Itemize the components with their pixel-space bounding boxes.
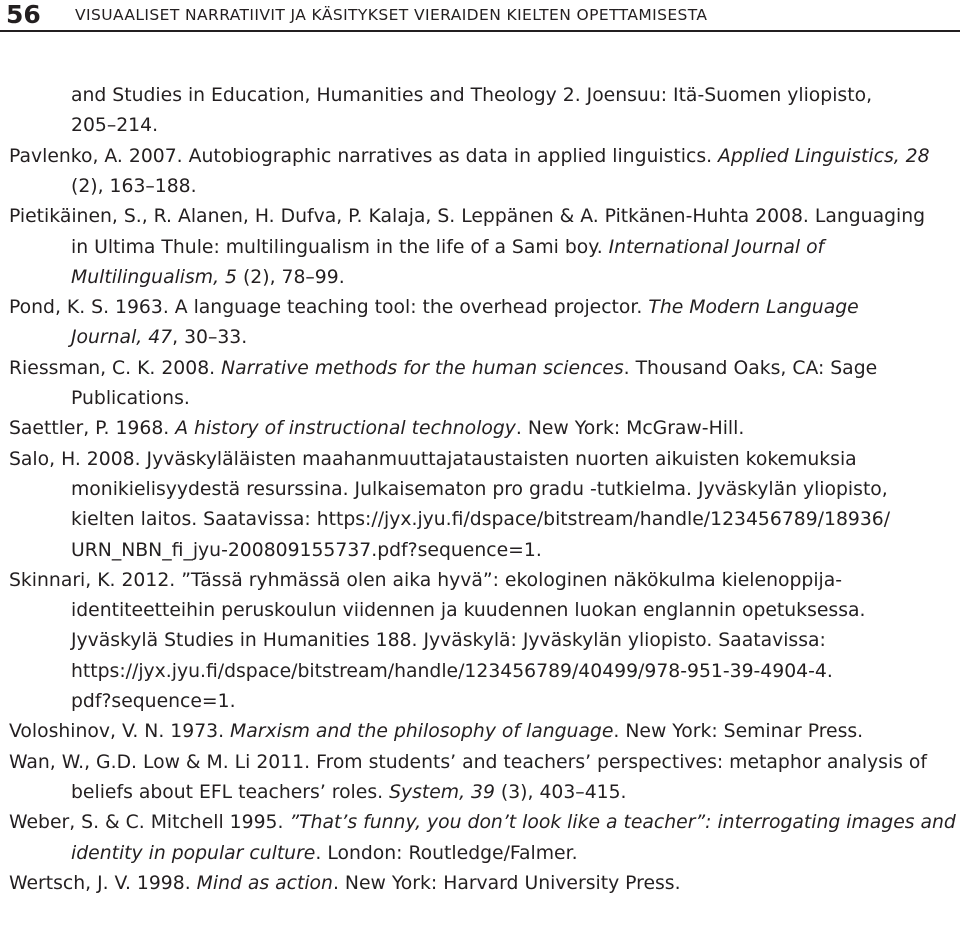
reference-text: URN_NBN_fi_jyu-200809155737.pdf?sequence=1. xyxy=(71,539,542,561)
reference-italic-text: identity in popular culture xyxy=(71,842,316,864)
reference-line xyxy=(9,811,956,835)
reference-italic-text: Journal, 47 xyxy=(71,327,173,349)
reference-line xyxy=(71,629,826,653)
reference-italic-text: The Modern Language xyxy=(648,297,859,319)
reference-italic-text: Marxism and the philosophy of language xyxy=(230,721,614,743)
reference-text: Voloshinov, V. N. 1973. xyxy=(9,721,231,743)
reference-line xyxy=(9,720,863,744)
reference-line xyxy=(71,175,197,199)
reference-text: . New York: Harvard University Press. xyxy=(332,872,681,894)
reference-text: https://jyx.jyu.fi/dspace/bitstream/handle/123456789/40499/978-951-39-4904-4. xyxy=(71,660,833,682)
reference-line xyxy=(9,357,877,381)
reference-line xyxy=(9,205,925,229)
reference-text: Weber, S. & C. Mitchell 1995. xyxy=(9,812,290,834)
reference-italic-text: A history of instructional technology xyxy=(175,418,516,440)
reference-text: pdf?sequence=1. xyxy=(71,691,236,712)
reference-line xyxy=(9,872,681,896)
page-number: 56 xyxy=(6,0,41,29)
reference-text: Skinnari, K. 2012. ”Tässä ryhmässä olen aika hyvä”: ekologinen näkökulma kielenoppija- xyxy=(9,569,843,591)
reference-text: Riessman, C. K. 2008. xyxy=(9,357,222,379)
reference-line xyxy=(71,690,236,714)
reference-text: monikielisyydestä resurssina. Julkaisematon pro gradu -tutkielma. Jyväskylän yliopisto, xyxy=(71,478,888,500)
page-header xyxy=(0,0,960,31)
reference-text: . Thousand Oaks, CA: Sage xyxy=(623,357,878,379)
reference-line xyxy=(9,296,859,320)
reference-line xyxy=(71,660,833,684)
reference-line xyxy=(71,326,247,350)
reference-text: 205–214. xyxy=(71,115,159,137)
reference-italic-text: International Journal of xyxy=(608,236,825,258)
reference-text: Wan, W., G.D. Low & M. Li 2011. From students’ and teachers’ perspectives: metaphor analysis of xyxy=(9,751,928,773)
reference-italic-text: Mind as action xyxy=(196,872,333,894)
reference-line xyxy=(71,599,865,623)
reference-line xyxy=(71,539,542,563)
reference-text: . London: Routledge/Falmer. xyxy=(315,842,578,864)
reference-line xyxy=(71,781,627,805)
reference-text: (2), 78–99. xyxy=(237,266,345,288)
reference-line xyxy=(71,478,888,502)
reference-line xyxy=(9,417,744,441)
reference-italic-text: Multilingualism, 5 xyxy=(71,266,237,288)
reference-text: Saettler, P. 1968. xyxy=(9,418,176,440)
reference-line xyxy=(71,266,345,290)
reference-line xyxy=(71,84,872,108)
reference-text: (2), 163–188. xyxy=(71,175,197,197)
header-rule xyxy=(0,30,960,32)
reference-text: . New York: McGraw-Hill. xyxy=(515,418,745,440)
reference-line xyxy=(71,508,890,532)
reference-italic-text: Narrative methods for the human sciences xyxy=(221,357,624,379)
reference-line xyxy=(71,114,158,138)
reference-italic-text: System, 39 xyxy=(389,781,495,803)
reference-line xyxy=(9,145,930,169)
reference-line xyxy=(9,448,857,472)
reference-text: Publications. xyxy=(71,388,190,409)
reference-line xyxy=(71,236,824,260)
reference-line xyxy=(71,387,190,411)
reference-text: Pietikäinen, S., R. Alanen, H. Dufva, P. Kalaja, S. Leppänen & A. Pitkänen-Huhta 2008. Languaging xyxy=(9,206,926,228)
reference-text: in Ultima Thule: multilingualism in the life of a Sami boy. xyxy=(71,236,609,258)
reference-italic-text: ”That’s funny, you don’t look like a teacher”: interrogating images and xyxy=(289,812,956,834)
reference-text: Wertsch, J. V. 1998. xyxy=(9,872,197,894)
reference-text: and Studies in Education, Humanities and Theology 2. Joensuu: Itä-Suomen yliopisto, xyxy=(71,85,873,106)
reference-text: Salo, H. 2008. Jyväskyläläisten maahanmuuttajataustaisten nuorten aikuisten kokemuksia xyxy=(9,448,857,470)
reference-text: Pavlenko, A. 2007. Autobiographic narratives as data in applied linguistics. xyxy=(9,145,719,167)
reference-line xyxy=(71,842,578,866)
reference-text: Jyväskylä Studies in Humanities 188. Jyväskylä: Jyväskylän yliopisto. Saatavissa: xyxy=(71,630,826,652)
reference-text: kielten laitos. Saatavissa: https://jyx.jyu.fi/dspace/bitstream/handle/123456789/18936/ xyxy=(71,509,891,531)
reference-text: identiteetteihin peruskoulun viidennen ja kuudennen luokan englannin opetuksessa. xyxy=(71,600,866,622)
reference-line xyxy=(9,569,842,593)
reference-line xyxy=(9,751,927,775)
running-head: VISUAALISET NARRATIIVIT JA KÄSITYKSET VIERAIDEN KIELTEN OPETTAMISESTA xyxy=(75,6,708,24)
reference-text: beliefs about EFL teachers’ roles. xyxy=(71,781,390,803)
reference-text: , 30–33. xyxy=(172,327,248,349)
reference-text: (3), 403–415. xyxy=(494,781,627,803)
reference-text: . New York: Seminar Press. xyxy=(613,721,864,743)
reference-italic-text: Applied Linguistics, 28 xyxy=(718,145,930,167)
reference-text: Pond, K. S. 1963. A language teaching tool: the overhead projector. xyxy=(9,297,649,319)
